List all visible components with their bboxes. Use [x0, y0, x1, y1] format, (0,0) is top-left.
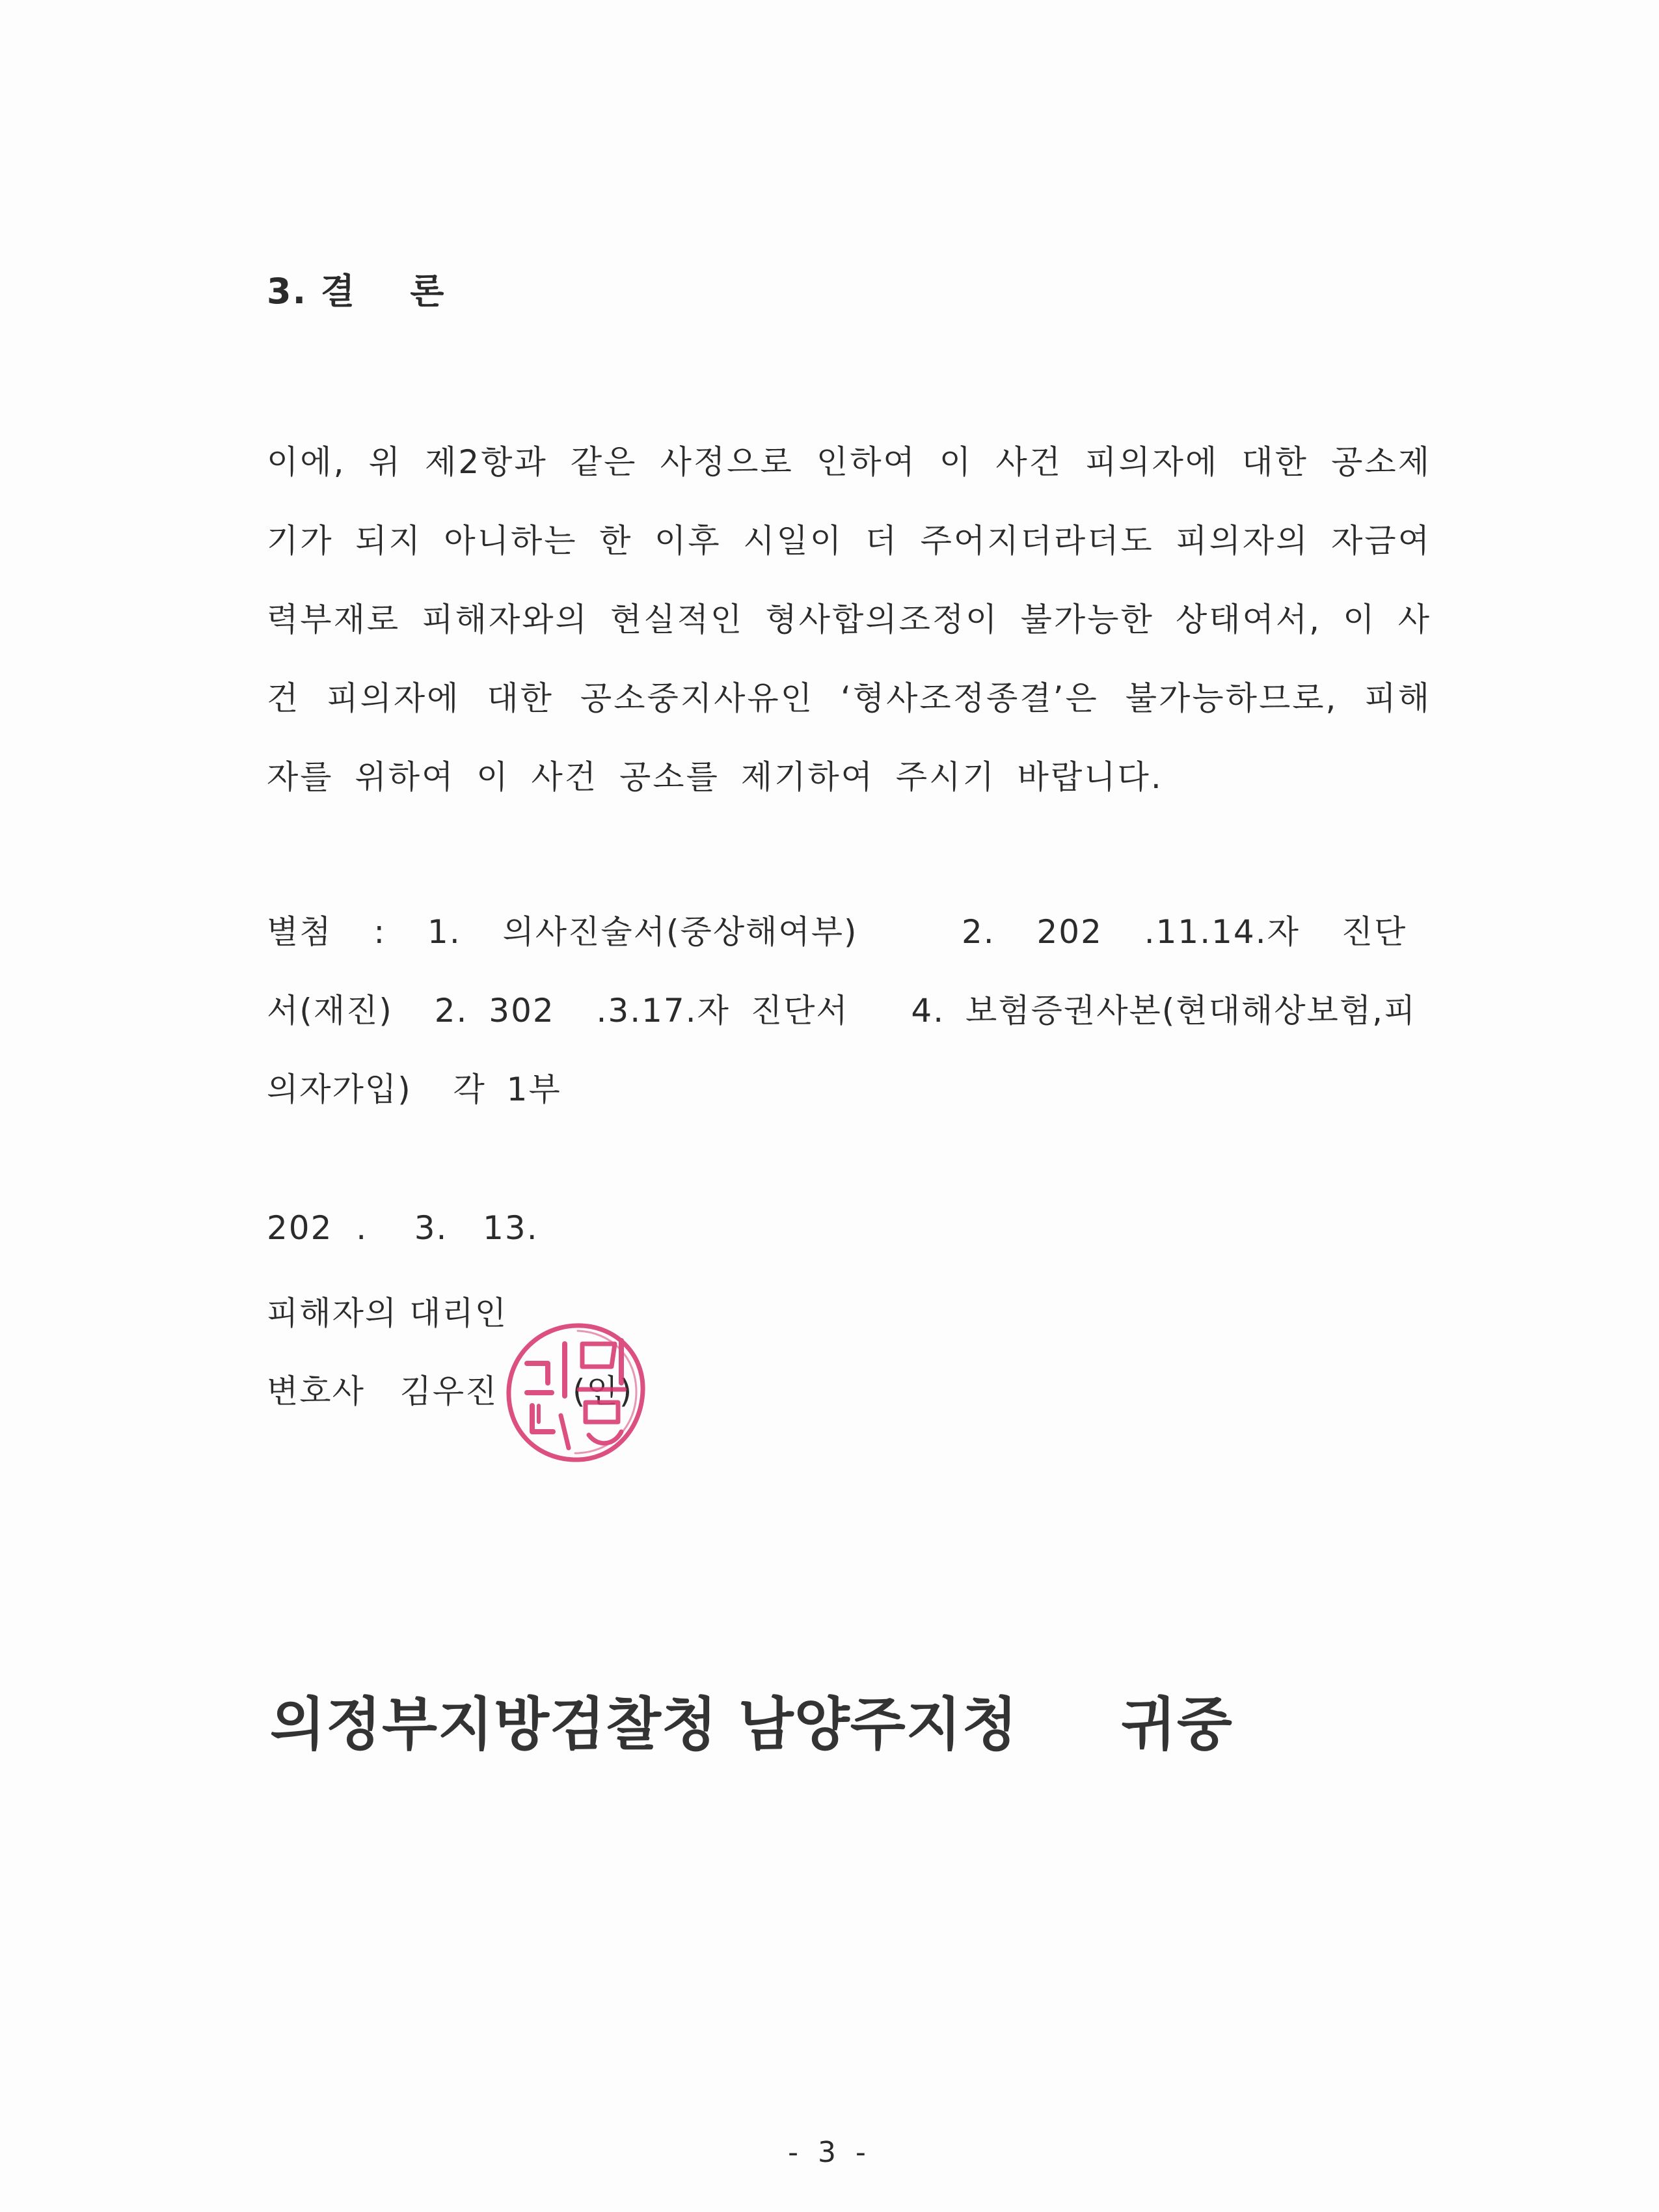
attachments-list: 별첨 : 1. 의사진술서(중상해여부) 2. 202 .11.14.자 진단서(재진) 2. 302 .3.17.자 진단서 4. 보험증권사본(현대해상보험,피의자가입) 각 1부: [267, 913, 1417, 1108]
page-number: - 3 -: [788, 2136, 871, 2169]
section-heading: 3. 결 론: [267, 271, 446, 312]
document-date: 202 . 3. 13.: [267, 1209, 539, 1247]
seal-mark-text: (인): [573, 1372, 634, 1410]
recipient-office: 의정부지방검찰청 남양주지청 귀중: [270, 1691, 1233, 1758]
body-paragraph: 이에, 위 제2항과 같은 사정으로 인하여 이 사건 피의자에 대한 공소제기가 되지 아니하는 한 이후 시일이 더 주어지더라더도 피의자의 자금여력부재로 피해자와의 현실적인 형사합의조정이 불가능한 상태여서, 이 사건 피의자에 대한 공소중지사유인 ‘형사조정종결’은 불가능하므로, 피해자를 위하여 이 사건 공소를 제기하여 주시기 바랍니다.: [267, 443, 1431, 796]
seal-stamp-icon: [501, 1318, 651, 1468]
lawyer-name: 변호사 김우진: [267, 1372, 498, 1410]
agent-label: 피해자의 대리인: [267, 1294, 507, 1332]
